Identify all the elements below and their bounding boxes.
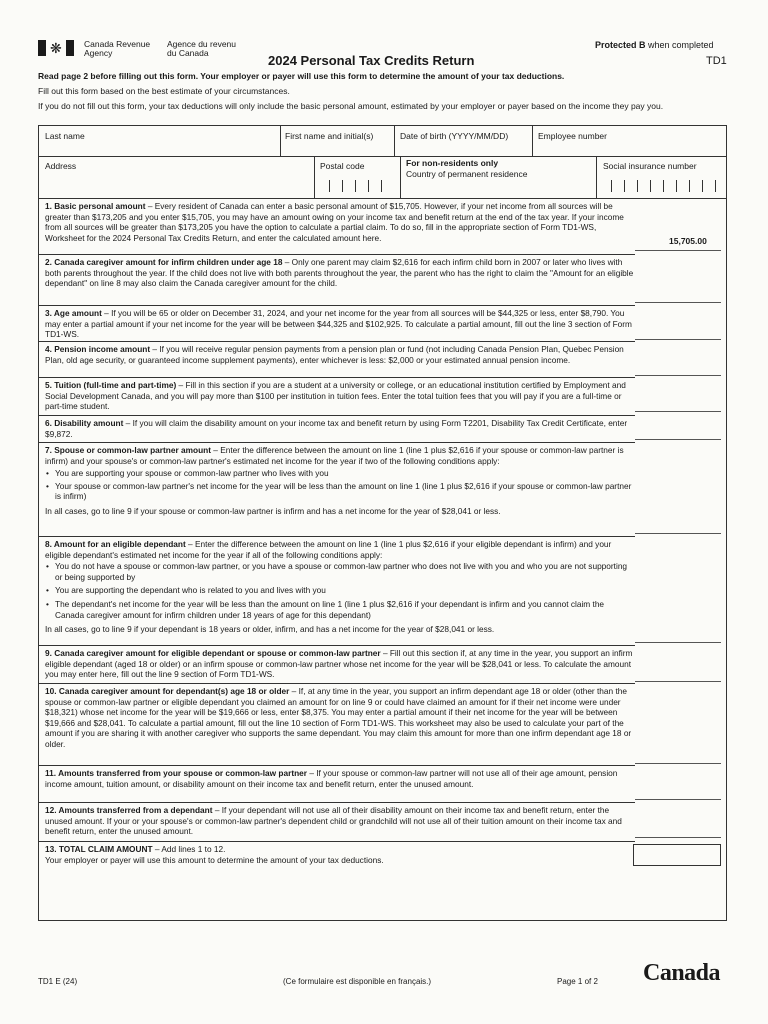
section-4 <box>45 344 635 365</box>
form-code: TD1 <box>706 55 727 67</box>
section-2-heading: 2. Canada caregiver amount for infirm children under age 18 <box>45 257 283 267</box>
section-4-text: – If you will receive regular pension payments from a pension plan or fund (not including Canada Pension Plan, Quebec Pension Plan, old age security, or guaranteed income supplement payments), enter whichever is less: $2,000 or your estimated annual pension income. <box>45 344 624 365</box>
section-9-amount-field[interactable] <box>635 681 721 682</box>
intro-line1: Read page 2 before filling out this form. Your employer or payer will use this form to determine the amount of your tax deductions. <box>38 71 565 81</box>
section-3-amount-field[interactable] <box>635 339 721 340</box>
footer-form-code: TD1 E (24) <box>38 977 78 986</box>
section-10 <box>45 686 635 750</box>
agency-fr-line2: du Canada <box>167 48 209 58</box>
section-1 <box>45 201 635 243</box>
section-3 <box>45 308 635 340</box>
section-8 <box>45 539 635 635</box>
section-6-text: – If you will claim the disability amount on your income tax and benefit return by using Form T2201, Disability Tax Credit Certificate, enter $9,872. <box>45 418 628 439</box>
section-13-note: Your employer or payer will use this amount to determine the amount of your tax deductions. <box>45 854 384 865</box>
section-12-amount-field[interactable] <box>635 837 721 838</box>
last-name-label: Last name <box>45 131 85 141</box>
section-13-text: – Add lines 1 to 12. <box>152 844 226 854</box>
section-12-text: – If your dependant will not use all of their disability amount on their income tax and benefit return, enter the unused amount. If your or your spouse's or common-law partner's dependent child or grandchild will not use all of their tuition amount on their income tax and benefit return, enter the unused amount. <box>45 805 622 837</box>
section-5-text: – Fill in this section if you are a student at a university or college, or an educational institution certified by Employment and Social Development Canada, and you will pay more than $100 per institution in tuition fees. Enter the total tuition fees that you will pay if you are a full-time or part-time student. <box>45 380 626 412</box>
total-claim-amount-field[interactable] <box>633 844 721 866</box>
section-7-amount-field[interactable] <box>635 533 721 534</box>
sin-label: Social insurance number <box>603 161 697 171</box>
employee-number-label: Employee number <box>538 131 607 141</box>
section-13-heading: 13. TOTAL CLAIM AMOUNT <box>45 844 153 854</box>
section-5-heading: 5. Tuition (full-time and part-time) <box>45 380 177 390</box>
intro-line3: If you do not fill out this form, your tax deductions will only include the basic personal amount, estimated by your employer or payer based on the income they pay you. <box>38 101 664 111</box>
section-7-text: – Enter the difference between the amount on line 1 (line 1 plus $2,616 if your spouse or common-law partner is infirm) and your spouse's or common-law partner's estimated net income for the year if two of the following conditions apply: <box>45 445 624 466</box>
section-4-heading: 4. Pension income amount <box>45 344 151 354</box>
section-8-bullet-1: • You do not have a spouse or common-law partner, or you have a spouse or common-law partner who does not live with you and who you are not supporting or being supported by <box>45 561 635 582</box>
agency-name-en <box>84 40 150 58</box>
section-1-amount[interactable]: 15,705.00 <box>669 236 707 246</box>
section-2-text: – Only one parent may claim $2,616 for each infirm child born in 2007 or later who lives with both parents throughout the year. If the child does not live with both parents throughout the year, the parent who has the right to claim the "Amount for an eligible dependant" on line 8 may also claim the Canada caregiver amount for the child. <box>45 257 634 289</box>
protected-b: Protected B <box>595 40 646 50</box>
country-residence-label: Country of permanent residence <box>406 169 528 179</box>
protected-suffix: when completed <box>645 40 714 50</box>
section-7 <box>45 445 635 517</box>
section-6-heading: 6. Disability amount <box>45 418 124 428</box>
section-9-text: – Fill out this section if, at any time in the year, you support an infirm eligible dependant (aged 18 or older) or an infirm spouse or common-law partner whose net income for the year will be $28,041 or less. To calculate the amount you may enter here, fill out the line 9 section of Form TD1-WS. <box>45 648 633 680</box>
section-1-heading: 1. Basic personal amount <box>45 201 146 211</box>
protected-label <box>595 40 714 50</box>
section-3-heading: 3. Age amount <box>45 308 102 318</box>
form-table <box>38 125 727 921</box>
section-11-amount-field[interactable] <box>635 799 721 800</box>
section-7-bullet-2: • Your spouse or common-law partner's net income for the year will be less than the amount on line 1 (line 1 plus $2,616 if your spouse or common-law partner is infirm) <box>45 481 635 502</box>
section-2 <box>45 257 635 289</box>
section-10-amount-field[interactable] <box>635 763 721 764</box>
footer-page-number: Page 1 of 2 <box>557 977 598 986</box>
canada-wordmark: Canada <box>643 960 721 986</box>
section-8-bullet-3: • The dependant's net income for the year will be less than the amount on line 1 (line 1 plus $2,616 if your dependant is infirm and you cannot claim the Canada caregiver amount for infirm children under 18 years of age for this dependant) <box>45 599 635 620</box>
section-13 <box>45 844 635 865</box>
section-8-footnote: In all cases, go to line 9 if your dependant is 18 years or older, infirm, and has a net income for the year of $28,041 or less. <box>45 624 495 635</box>
section-6 <box>45 418 635 439</box>
form-title: 2024 Personal Tax Credits Return <box>268 53 475 68</box>
section-2-amount-field[interactable] <box>635 302 721 303</box>
section-1-amount-line <box>635 250 721 251</box>
canada-flag-icon: ❋ <box>38 40 74 56</box>
dob-label: Date of birth (YYYY/MM/DD) <box>400 131 509 141</box>
section-5-amount-field[interactable] <box>635 411 721 412</box>
agency-en-line1: Canada Revenue <box>84 39 151 49</box>
section-11-heading: 11. Amounts transferred from your spouse or common-law partner <box>45 768 308 778</box>
section-4-amount-field[interactable] <box>635 375 721 376</box>
section-8-heading: 8. Amount for an eligible dependant <box>45 539 186 549</box>
section-6-amount-field[interactable] <box>635 439 721 440</box>
section-9-heading: 9. Canada caregiver amount for eligible dependant or spouse or common-law partner <box>45 648 381 658</box>
section-8-text: – Enter the difference between the amount on line 1 (line 1 plus $2,616 if your eligible dependant is infirm) and your eligible dependant's estimated net income for the year if all of the following conditions apply: <box>45 539 612 560</box>
section-11 <box>45 768 635 789</box>
postal-code-label: Postal code <box>320 161 365 171</box>
section-12-heading: 12. Amounts transferred from a dependant <box>45 805 213 815</box>
section-5 <box>45 380 635 412</box>
section-12 <box>45 805 635 837</box>
section-7-footnote: In all cases, go to line 9 if your spouse or common-law partner is infirm and has a net income for the year of $28,041 or less. <box>45 505 501 516</box>
section-9 <box>45 648 635 680</box>
first-name-label: First name and initial(s) <box>285 131 374 141</box>
address-label: Address <box>45 161 77 171</box>
section-11-text: – If your spouse or common-law partner will not use all of their age amount, pension income amount, tuition amount, or disability amount on their income tax and benefit return, enter the unused amount. <box>45 768 618 789</box>
section-8-bullet-2: • You are supporting the dependant who is related to you and lives with you <box>45 585 635 596</box>
intro-line2: Fill out this form based on the best estimate of your circumstances. <box>38 86 290 96</box>
section-10-text: – If, at any time in the year, you support an infirm dependant age 18 or older (other than the spouse or common-law partner or eligible dependant you claimed an amount for on line 9 or could have claimed an amount for if their net income were under $18,321) whose net income for the year will be $19,666 or less, enter $8,375. You may enter a partial amount if their net income for the year will be between $19,666 and $28,041. To calculate a partial amount, fill out the line 10 section of Form TD1-WS. This worksheet may also be used to calculate your part of the amount if you are sharing it with another caregiver who supports the same dependant. You may claim this amount for more than one infirm dependant age 18 or older. <box>45 686 632 749</box>
agency-name-fr <box>167 40 236 58</box>
section-7-heading: 7. Spouse or common-law partner amount <box>45 445 211 455</box>
section-10-heading: 10. Canada caregiver amount for dependant(s) age 18 or older <box>45 686 290 696</box>
agency-fr-line1: Agence du revenu <box>167 39 236 49</box>
footer-french-note: (Ce formulaire est disponible en français.) <box>283 977 432 986</box>
section-3-text: – If you will be 65 or older on December 31, 2024, and your net income for the year from all sources will be $44,325 or less, enter $8,790. You may enter a partial amount if your net income for the year will be between $44,325 and $102,925. To calculate a partial amount, fill out the line 3 section of Form TD1-WS. <box>45 308 632 340</box>
section-8-amount-field[interactable] <box>635 642 721 643</box>
non-resident-title: For non-residents only <box>406 158 499 168</box>
section-1-text: – Every resident of Canada can enter a basic personal amount of $15,705. However, if your net income from all sources will be greater than $173,205 and you enter $15,705, you may have an amount owing on your income tax and benefit return at the end of the tax year. If your income from all sources will be greater than $173,205 you have the option to calculate a partial claim. To do so, fill in the appropriate section of Form TD1-WS, Worksheet for the 2024 Personal Tax Credits Return, and enter the calculated amount here. <box>45 201 624 243</box>
section-7-bullet-1: • You are supporting your spouse or common-law partner who lives with you <box>45 468 635 479</box>
agency-en-line2: Agency <box>84 48 113 58</box>
